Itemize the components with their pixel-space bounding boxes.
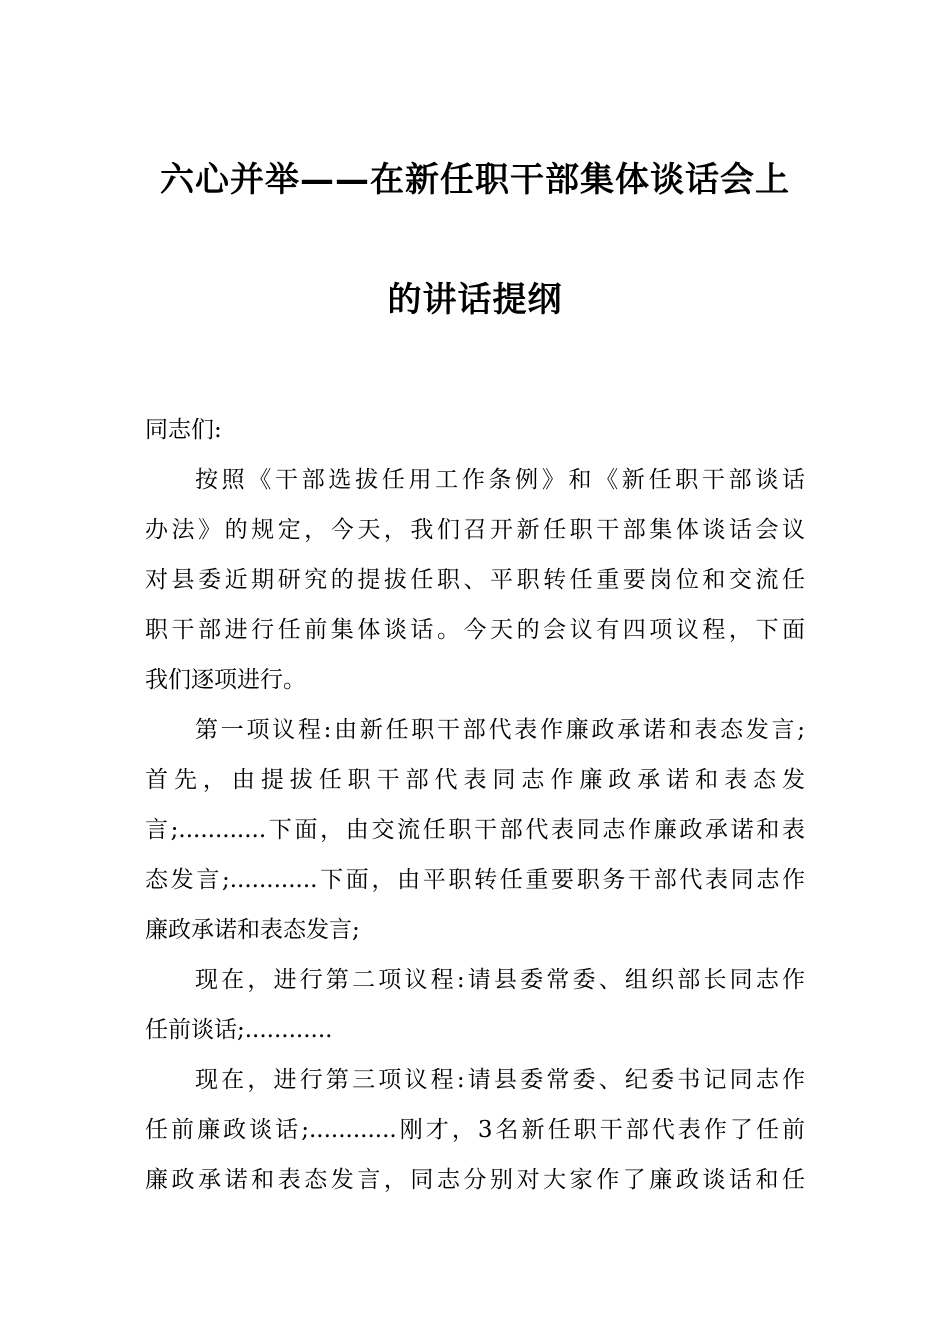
paragraph-line: 第一项议程:由新任职干部代表作廉政承诺和表态发言; — [195, 717, 805, 743]
paragraph-line: 态发言;............下面，由平职转任重要职务干部代表同志作 — [145, 867, 805, 893]
paragraph-line: 现在，进行第二项议程:请县委常委、组织部长同志作 — [195, 967, 805, 993]
paragraph-line: 言;............下面，由交流任职干部代表同志作廉政承诺和表 — [145, 817, 805, 843]
paragraph-4 — [145, 1055, 805, 1205]
paragraph-line: 廉政承诺和表态发言，同志分别对大家作了廉政谈话和任 — [145, 1167, 805, 1193]
paragraph-1 — [145, 455, 805, 705]
paragraph-line: 廉政承诺和表态发言; — [145, 917, 360, 943]
paragraph-line: 我们逐项进行。 — [145, 667, 306, 693]
document-title-line-2: 的讲话提纲 — [387, 280, 563, 320]
paragraph-line: 首先，由提拔任职干部代表同志作廉政承诺和表态发 — [145, 767, 805, 793]
paragraph-line: 办法》的规定，今天，我们召开新任职干部集体谈话会议 — [145, 517, 805, 543]
salutation: 同志们: — [145, 417, 222, 443]
paragraph-line: 职干部进行任前集体谈话。今天的会议有四项议程，下面 — [145, 617, 805, 643]
paragraph-line: 现在，进行第三项议程:请县委常委、纪委书记同志作 — [195, 1067, 805, 1093]
paragraph-line: 按照《干部选拔任用工作条例》和《新任职干部谈话 — [195, 467, 805, 493]
paragraph-2 — [145, 705, 805, 955]
paragraph-line: 对县委近期研究的提拔任职、平职转任重要岗位和交流任 — [145, 567, 805, 593]
paragraph-line: 任前廉政谈话;............刚才，3名新任职干部代表作了任前 — [145, 1117, 805, 1143]
paragraph-line: 任前谈话;............ — [145, 1017, 333, 1043]
paragraph-3 — [145, 955, 805, 1055]
document-title-line-1: 六心并举——在新任职干部集体谈话会上 — [160, 160, 790, 200]
